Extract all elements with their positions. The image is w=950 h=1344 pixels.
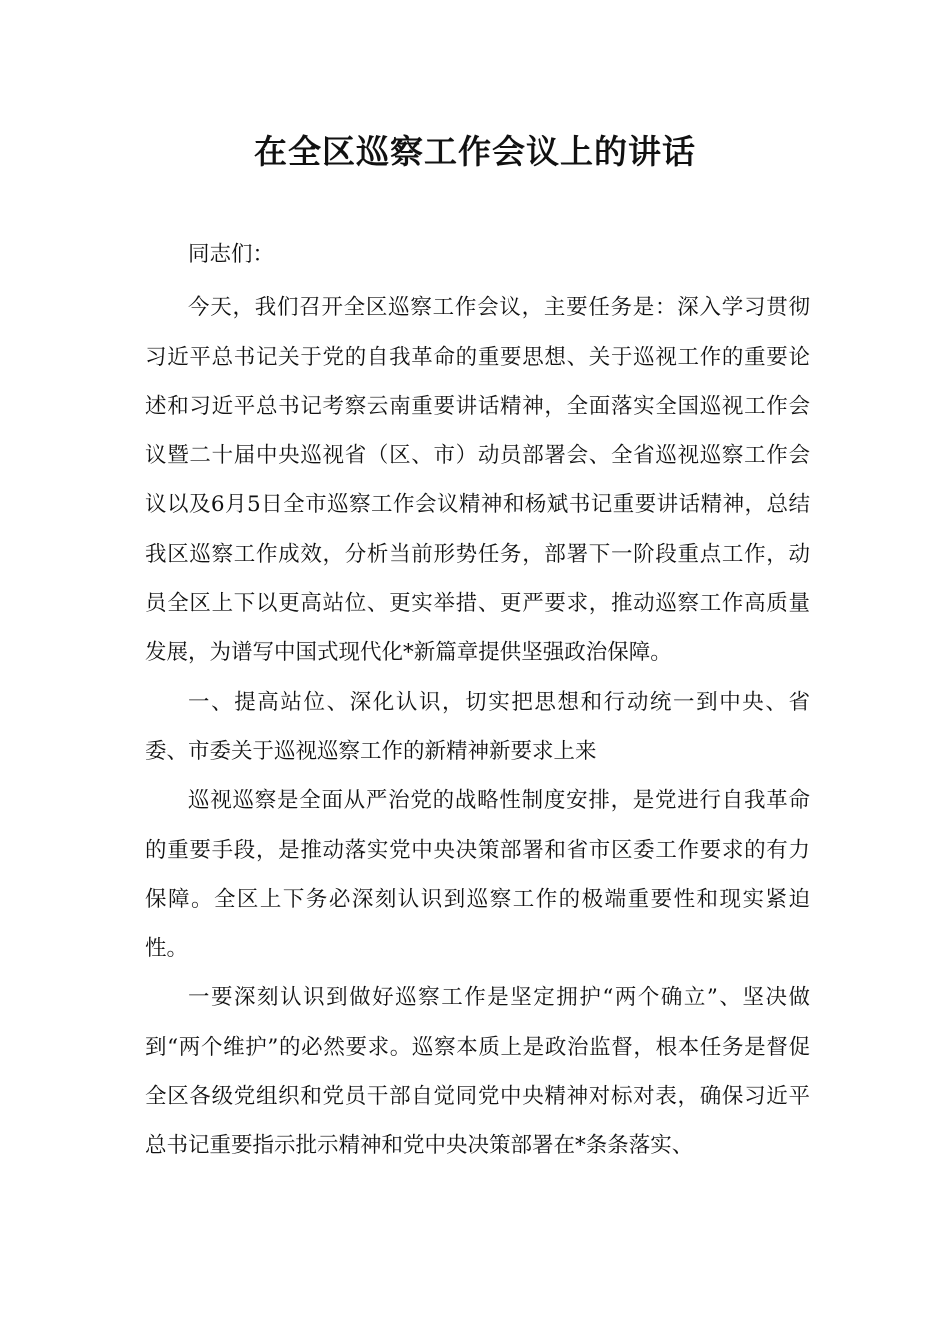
paragraph-point-1: 一要深刻认识到做好巡察工作是坚定拥护“两个确立”、坚决做到“两个维护”的必然要求。巡察本质上是政治监督，根本任务是督促全区各级党组织和党员干部自觉同党中央精神对标对表，确保习近平总书记重要指示批示精神和党中央决策部署在*条条落实、 — [145, 985, 810, 1159]
salutation: 同志们： — [188, 242, 275, 267]
paragraph-intro: 今天，我们召开全区巡察工作会议，主要任务是：深入学习贯彻习近平总书记关于党的自我革命的重要思想、关于巡视工作的重要论述和习近平总书记考察云南重要讲话精神，全面落实全国巡视工作会议暨二十届中央巡视省（区、市）动员部署会、全省巡视巡察工作会议以及6月5日全市巡察工作会议精神和杨斌书记重要讲话精神，总结我区巡察工作成效，分析当前形势任务，部署下一阶段重点工作，动员全区上下以更高站位、更实举措、更严要求，推动巡察工作高质量发展，为谱写中国式现代化*新篇章提供坚强政治保障。 — [145, 295, 810, 666]
paragraph-section-1-intro: 巡视巡察是全面从严治党的战略性制度安排，是党进行自我革命的重要手段，是推动落实党中央决策部署和省市区委工作要求的有力保障。全区上下务必深刻认识到巡察工作的极端重要性和现实紧迫性。 — [145, 788, 810, 962]
document-title: 在全区巡察工作会议上的讲话 — [254, 132, 696, 171]
document-body — [145, 230, 810, 1171]
section-heading-1: 一、提高站位、深化认识，切实把思想和行动统一到中央、省委、市委关于巡视巡察工作的新精神新要求上来 — [145, 689, 810, 764]
